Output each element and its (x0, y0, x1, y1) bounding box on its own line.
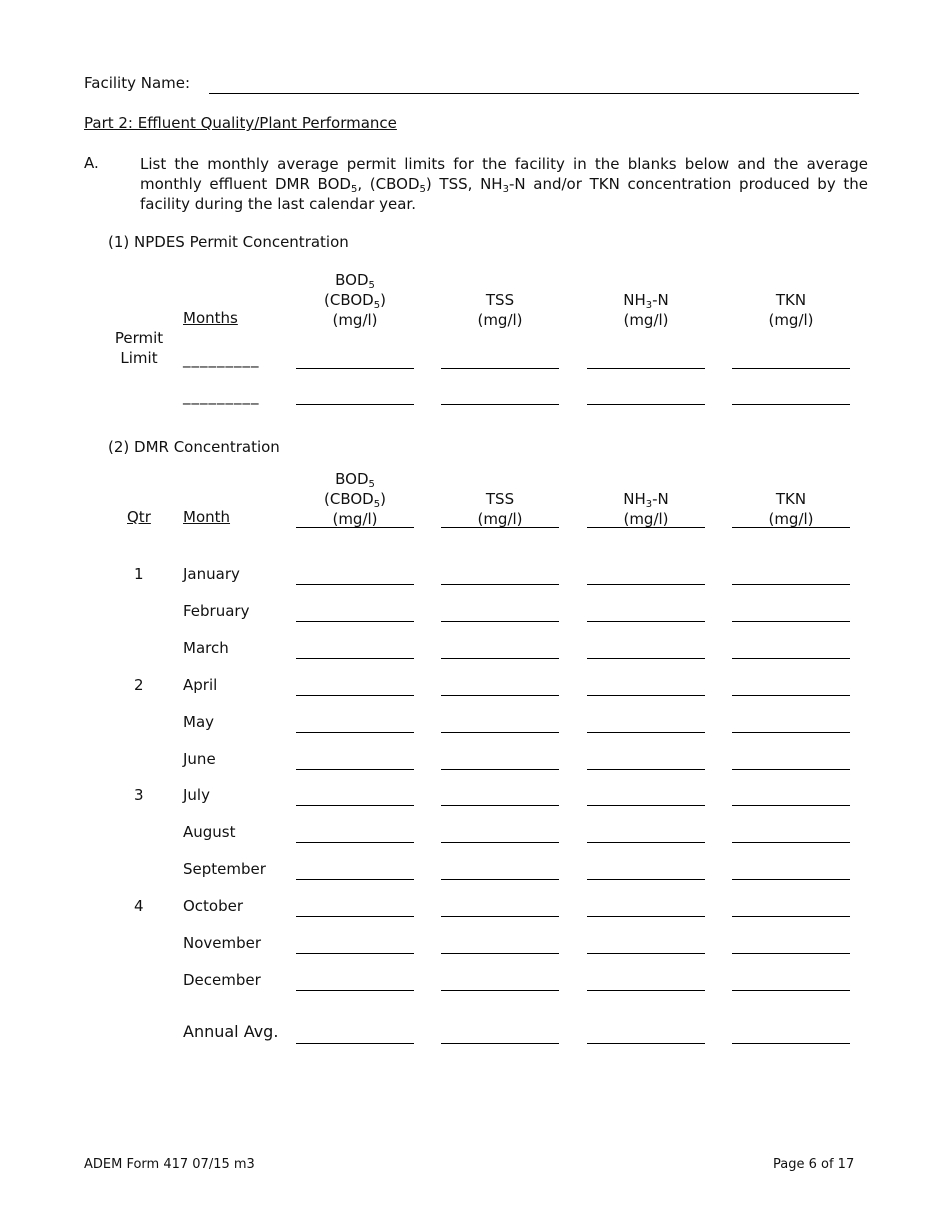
dmr-tss-field[interactable] (441, 732, 559, 733)
dmr-bod-column-header: $BOD_5$ $(CBOD_5)$ (mg/l) (324, 470, 386, 528)
permit-month-blank-1[interactable]: _________ (183, 350, 260, 368)
dmr-tkn-field[interactable] (732, 990, 850, 991)
qtr-label: Qtr (127, 508, 151, 526)
permit-tkn-field-2[interactable] (732, 404, 850, 405)
dmr-bod-field[interactable] (296, 584, 414, 585)
dmr-tkn-field[interactable] (732, 584, 850, 585)
month-name: March (183, 638, 229, 657)
annual-bod-field[interactable] (296, 1043, 414, 1044)
month-name: September (183, 860, 266, 879)
npdes-heading: (1) NPDES Permit Concentration (108, 233, 349, 251)
permit-tkn-field-1[interactable] (732, 368, 850, 369)
dmr-nh3-field[interactable] (587, 621, 705, 622)
month-name: December (183, 970, 261, 989)
permit-nh3-field-1[interactable] (587, 368, 705, 369)
dmr-tkn-field[interactable] (732, 842, 850, 843)
annual-tss-field[interactable] (441, 1043, 559, 1044)
dmr-tkn-field[interactable] (732, 879, 850, 880)
dmr-tss-field[interactable] (441, 842, 559, 843)
bod-column-header: $BOD_5$ $(CBOD_5)$ (mg/l) (324, 271, 386, 329)
dmr-tkn-field[interactable] (732, 916, 850, 917)
month-name: November (183, 934, 262, 952)
dmr-nh3-field[interactable] (587, 658, 705, 659)
dmr-tkn-column-header: TKN (mg/l) (768, 490, 814, 528)
permit-tss-field-1[interactable] (441, 368, 559, 369)
month-name: July (183, 786, 210, 805)
annual-avg-label: Annual Avg. (183, 1022, 279, 1041)
facility-name-field[interactable] (209, 93, 859, 94)
dmr-nh3-field[interactable] (587, 695, 705, 696)
permit-bod-field-2[interactable] (296, 404, 414, 405)
dmr-bod-field[interactable] (296, 732, 414, 733)
dmr-tss-field[interactable] (441, 953, 559, 954)
dmr-tss-column-header: TSS (mg/l) (477, 490, 523, 528)
dmr-nh3-field[interactable] (587, 879, 705, 880)
dmr-tkn-field[interactable] (732, 805, 850, 806)
quarter-number: 1 (134, 565, 144, 583)
month-label: Month (183, 508, 231, 526)
dmr-nh3-field[interactable] (587, 953, 705, 954)
dmr-bod-field[interactable] (296, 621, 414, 622)
dmr-nh3-field[interactable] (587, 916, 705, 917)
quarter-number: 3 (134, 786, 144, 804)
dmr-bod-field[interactable] (296, 990, 414, 991)
dmr-bod-field[interactable] (296, 769, 414, 770)
month-name: August (183, 823, 236, 842)
permit-tss-field-2[interactable] (441, 404, 559, 405)
nh3-column-header: $NH_3-N$ (mg/l) (623, 291, 669, 329)
dmr-bod-field[interactable] (296, 879, 414, 880)
dmr-nh3-column-header: $NH_3-N$ (mg/l) (623, 490, 669, 528)
permit-nh3-field-2[interactable] (587, 404, 705, 405)
dmr-tkn-field[interactable] (732, 621, 850, 622)
facility-name-label: Facility Name: (84, 74, 191, 92)
dmr-tkn-field[interactable] (732, 953, 850, 954)
months-label: Months (183, 309, 238, 327)
dmr-tkn-field[interactable] (732, 732, 850, 733)
instruction-paragraph: List the monthly average permit limits for the facility in the blanks below and the average monthly effluent DMR $BOD_5$, $(CBOD_5)$ TSS, $NH_3-N$ and/or TKN concentration produced by the facility during the last calendar year. (140, 155, 869, 213)
tss-column-header: TSS (mg/l) (477, 291, 523, 329)
dmr-nh3-field[interactable] (587, 842, 705, 843)
permit-bod-field-1[interactable] (296, 368, 414, 369)
dmr-tss-field[interactable] (441, 916, 559, 917)
dmr-bod-field[interactable] (296, 842, 414, 843)
dmr-tss-field[interactable] (441, 879, 559, 880)
footer-page-number: Page 6 of 17 (773, 1157, 855, 1172)
dmr-tss-field[interactable] (441, 621, 559, 622)
month-name: February (183, 601, 250, 620)
dmr-nh3-field[interactable] (587, 769, 705, 770)
dmr-heading: (2) DMR Concentration (108, 438, 280, 456)
quarter-number: 4 (134, 897, 144, 915)
dmr-nh3-field[interactable] (587, 732, 705, 733)
dmr-tkn-field[interactable] (732, 695, 850, 696)
quarter-number: 2 (134, 676, 144, 694)
month-name: October (183, 897, 244, 916)
dmr-bod-field[interactable] (296, 695, 414, 696)
dmr-tss-field[interactable] (441, 584, 559, 585)
month-name: April (183, 675, 218, 694)
dmr-bod-field[interactable] (296, 658, 414, 659)
month-name: January (183, 565, 240, 583)
annual-nh3-field[interactable] (587, 1043, 705, 1044)
dmr-bod-field[interactable] (296, 916, 414, 917)
annual-tkn-field[interactable] (732, 1043, 850, 1044)
dmr-tkn-field[interactable] (732, 769, 850, 770)
section-letter: A. (84, 154, 99, 172)
dmr-nh3-field[interactable] (587, 990, 705, 991)
footer-form-id: ADEM Form 417 07/15 m3 (84, 1157, 255, 1172)
dmr-bod-field[interactable] (296, 953, 414, 954)
dmr-tss-field[interactable] (441, 658, 559, 659)
dmr-tss-field[interactable] (441, 805, 559, 806)
month-name: May (183, 712, 215, 731)
dmr-tss-field[interactable] (441, 990, 559, 991)
dmr-tss-field[interactable] (441, 769, 559, 770)
permit-month-blank-2[interactable]: _________ (183, 387, 260, 405)
tkn-column-header: TKN (mg/l) (768, 291, 814, 329)
dmr-nh3-field[interactable] (587, 805, 705, 806)
permit-limit-label: Permit Limit (114, 329, 164, 367)
dmr-tss-field[interactable] (441, 695, 559, 696)
month-name: June (183, 749, 216, 768)
dmr-bod-field[interactable] (296, 805, 414, 806)
dmr-tkn-field[interactable] (732, 658, 850, 659)
part-title: Part 2: Effluent Quality/Plant Performance (84, 114, 397, 132)
dmr-nh3-field[interactable] (587, 584, 705, 585)
